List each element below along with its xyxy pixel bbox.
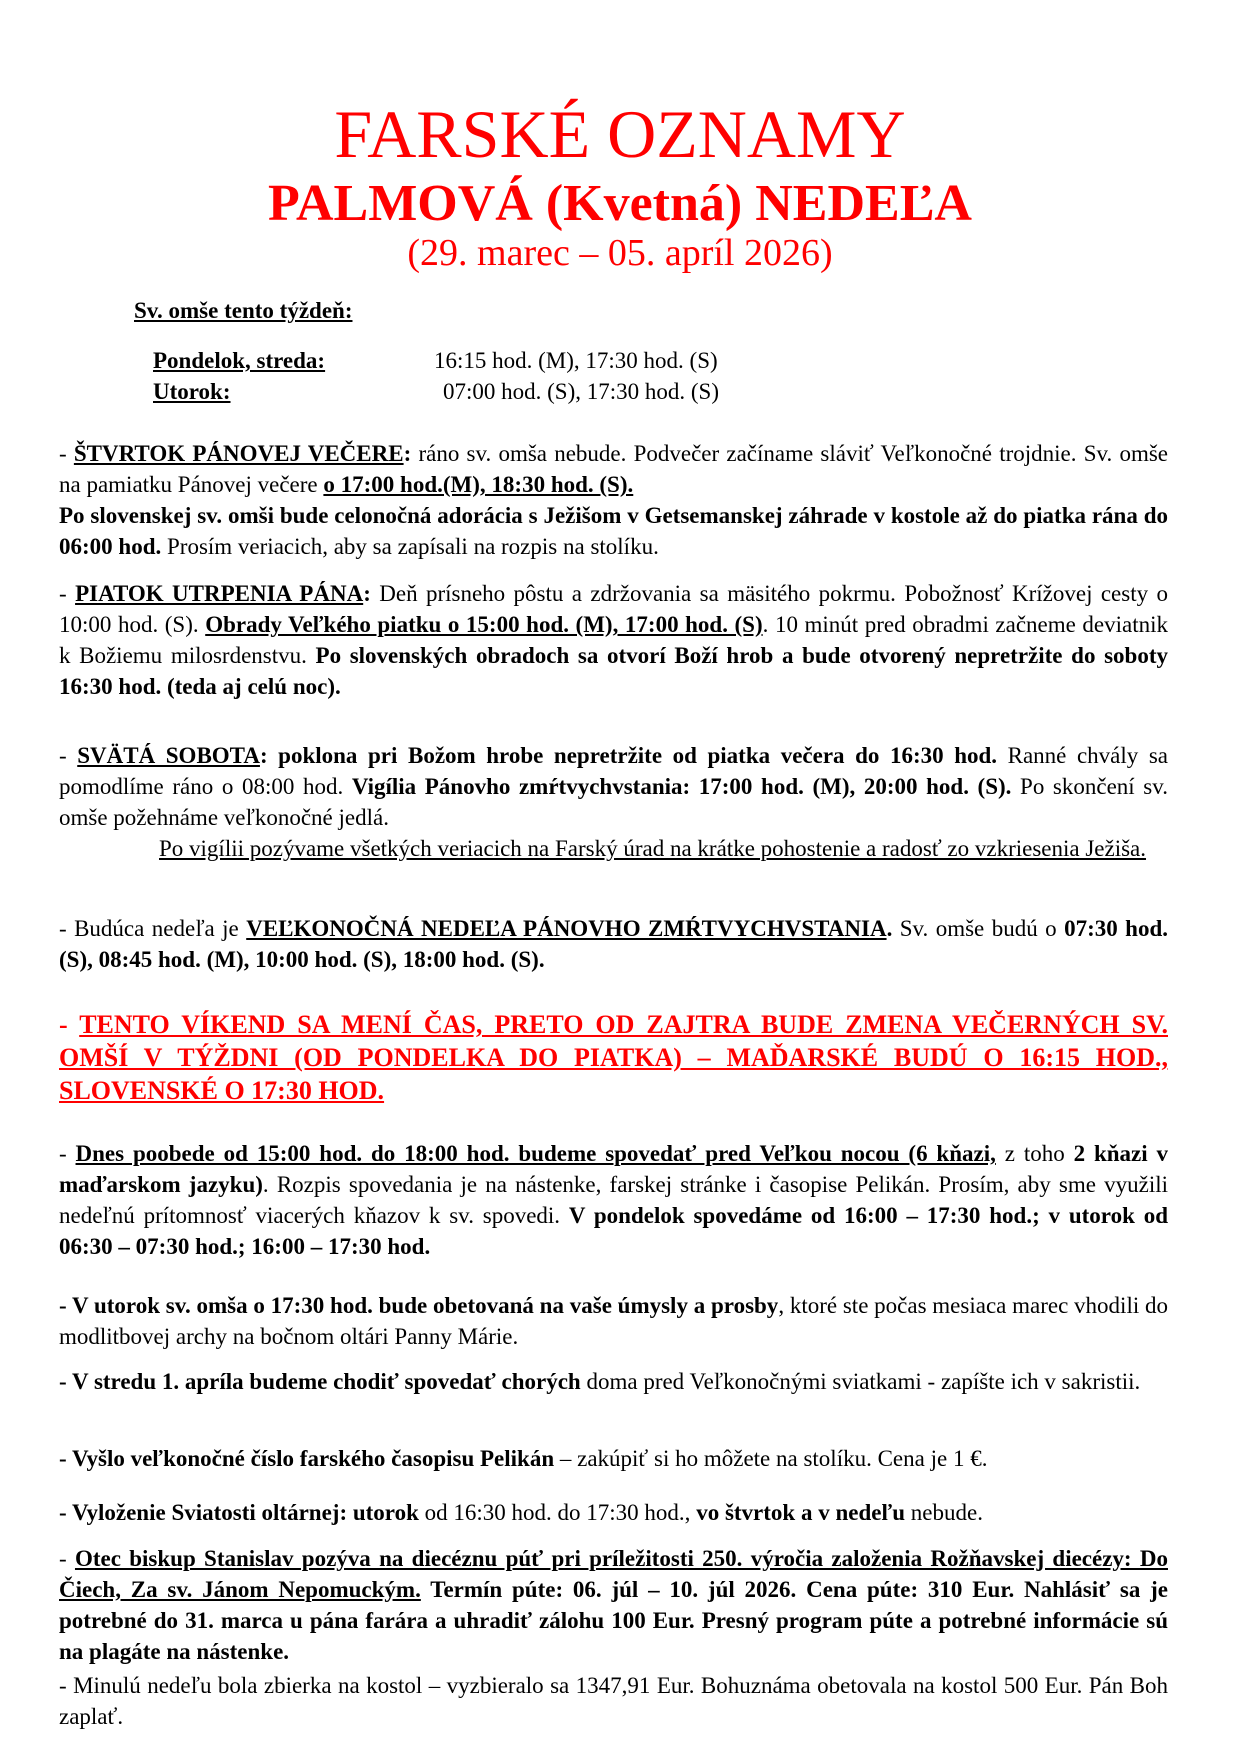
schedule-times-tuesday: 07:00 hod. (S), 17:30 hod. (S) bbox=[443, 379, 719, 404]
saturday-label: SVÄTÁ SOBOTA bbox=[77, 743, 260, 768]
announcement-pilgrimage bbox=[59, 1543, 1168, 1667]
thursday-adoration: Po slovenskej sv. omši bude celonočná adorácia s Ježišom v Getsemanskej záhrade v kostole až do piatka rána do 06:00 hod. bbox=[59, 503, 1168, 559]
saturday-invitation: Po vigílii pozývame všetkých veriacich na Farský úrad na krátke pohostenie a radosť zo vzkriesenia Ježiša. bbox=[159, 836, 1147, 861]
tuesday-mass-text: , ktoré ste počas mesiaca marec vhodili do modlitbovej archy na bočnom oltári Panny Márie. bbox=[59, 1293, 1168, 1349]
adoration-times: od 16:30 hod. do 17:30 hod., bbox=[418, 1500, 697, 1525]
announcement-time-change bbox=[59, 1008, 1168, 1107]
friday-label: PIATOK UTRPENIA PÁNA bbox=[75, 581, 364, 606]
colon: : bbox=[363, 581, 371, 606]
schedule-day-tuesday: Utorok: bbox=[153, 379, 231, 404]
friday-tomb: Po slovenských obradoch sa otvorí Boží hrob a bude otvorený nepretržite do soboty 16:30 hod. (teda aj celú noc). bbox=[59, 643, 1168, 699]
confession-times: Dnes poobede od 15:00 hod. do 18:00 hod. budeme spovedať pred Veľkou nocou (6 kňazi, bbox=[75, 1141, 996, 1166]
dash: - bbox=[59, 1546, 75, 1571]
dash: - bbox=[59, 1010, 80, 1039]
period: . bbox=[886, 916, 893, 941]
announcement-thursday bbox=[59, 438, 1168, 562]
dash: - bbox=[59, 581, 76, 606]
adoration-tuesday: - Vyloženie Sviatosti oltárnej: utorok bbox=[59, 1500, 419, 1525]
announcement-collection bbox=[59, 1670, 1168, 1732]
schedule-day-monday-wednesday: Pondelok, streda: bbox=[153, 348, 326, 373]
easter-intro: - Budúca nedeľa je bbox=[59, 916, 247, 941]
thursday-signup: Prosím veriacich, aby sa zapísali na rozpis na stolíku. bbox=[161, 534, 659, 559]
page-title: FARSKÉ OZNAMY bbox=[334, 96, 906, 172]
saturday-blessing: Po skončení sv. omše požehnáme veľkonočné jedlá. bbox=[59, 774, 1168, 830]
pilgrimage-title: Otec biskup Stanislav pozýva na diecéznu púť pri príležitosti 250. výročia založenia Rožňavskej diecézy: Do Čiech, Za sv. Jánom Nepomuckým. bbox=[59, 1546, 1168, 1602]
easter-label: VEĽKONOČNÁ NEDEĽA PÁNOVHO ZMŔTVYCHVSTANIA bbox=[246, 916, 887, 941]
confession-weekday-times: V pondelok spovedáme od 16:00 – 17:30 hod.; v utorok od 06:30 – 07:30 hod.; 16:00 – 17:30 hod. bbox=[59, 1203, 1168, 1259]
saturday-lauds: Ranné chvály sa pomodlíme ráno o 08:00 hod. bbox=[59, 743, 1168, 799]
thursday-text: ráno sv. omša nebude. Podvečer začíname sláviť Veľkonočné trojdnie. Sv. omše na pamiatku Pánovej večere bbox=[59, 441, 1168, 497]
saturday-vigil: Vigília Pánovho zmŕtvychvstania: 17:00 hod. (M), 20:00 hod. (S). bbox=[351, 774, 1012, 799]
announcement-adoration bbox=[59, 1497, 1168, 1528]
friday-text: Deň prísneho pôstu a zdržovania sa mäsitého pokrmu. Pobožnosť Krížovej cesty o 10:00 hod. (S). bbox=[59, 581, 1168, 637]
easter-mass-times: 07:30 hod. (S), 08:45 hod. (M), 10:00 hod. (S), 18:00 hod. (S). bbox=[59, 916, 1168, 972]
friday-novena: . 10 minút pred obradmi začneme deviatnik k Božiemu milosrdenstvu. bbox=[59, 612, 1168, 668]
tuesday-mass-intention: - V utorok sv. omša o 17:30 hod. bude obetovaná na vaše úmysly a prosby bbox=[59, 1293, 779, 1318]
time-change-text: TENTO VÍKEND SA MENÍ ČAS, PRETO OD ZAJTRA BUDE ZMENA VEČERNÝCH SV. OMŠÍ V TÝŽDNI (OD PONDELKA DO PIATKA) – MAĎARSKÉ BUDÚ O 16:15 HOD., SLOVENSKÉ O 17:30 HOD. bbox=[59, 1010, 1168, 1105]
dash: - bbox=[59, 743, 78, 768]
sick-text: doma pred Veľkonočnými sviatkami - zapíšte ich v sakristii. bbox=[580, 1369, 1141, 1394]
sick-visit: - V stredu 1. apríla budeme chodiť spovedať chorých bbox=[59, 1369, 581, 1394]
schedule-times-monday-wednesday: 16:15 hod. (M), 17:30 hod. (S) bbox=[434, 348, 718, 373]
announcement-easter bbox=[59, 913, 1168, 975]
dash: - bbox=[59, 1141, 76, 1166]
announcement-saturday bbox=[59, 740, 1168, 864]
thursday-mass-times: o 17:00 hod.(M), 18:30 hod. (S). bbox=[323, 472, 634, 497]
date-range: (29. marec – 05. apríl 2026) bbox=[407, 232, 833, 274]
announcement-confession bbox=[59, 1138, 1168, 1262]
dash: - bbox=[59, 441, 74, 466]
pilgrimage-details: Termín púte: 06. júl – 10. júl 2026. Cena púte: 310 Eur. Nahlásiť sa je potrebné do 31. marca u pána farára a uhradiť zálohu 100 Eur. Presný program púte a potrebné informácie sú na plagáte na nástenke. bbox=[59, 1577, 1169, 1664]
colon: : bbox=[403, 441, 412, 466]
confession-schedule: . Rozpis spovedania je na nástenke, farskej stránke i časopise Pelikán. Prosím, aby sme využili nedeľnú prítomnosť viacerých kňazov k sv. spovedi. bbox=[59, 1172, 1168, 1228]
adoration-thursday-sunday: vo štvrtok a v nedeľu bbox=[696, 1500, 906, 1525]
thursday-label: ŠTVRTOK PÁNOVEJ VEČERE bbox=[73, 441, 404, 466]
pelikan-issue: - Vyšlo veľkonočné číslo farského časopisu Pelikán bbox=[59, 1446, 555, 1471]
pelikan-price: – zakúpiť si ho môžete na stolíku. Cena je 1 €. bbox=[554, 1446, 988, 1471]
adoration-none: nebude. bbox=[905, 1500, 983, 1525]
announcement-tuesday-mass bbox=[59, 1290, 1168, 1352]
collection-text: - Minulú nedeľu bola zbierka na kostol – vyzbieralo sa 1347,91 Eur. Bohuznáma obetovala na kostol 500 Eur. Pán Boh zaplať. bbox=[59, 1673, 1168, 1729]
masses-heading: Sv. omše tento týždeň: bbox=[134, 298, 353, 323]
confession-hungarian: 2 kňazi v maďarskom jazyku) bbox=[59, 1141, 1168, 1197]
announcement-friday bbox=[59, 578, 1168, 702]
announcement-pelikan bbox=[59, 1443, 1168, 1474]
page-subtitle: PALMOVÁ (Kvetná) NEDEĽA bbox=[268, 175, 972, 232]
friday-rite-times: Obrady Veľkého piatku o 15:00 hod. (M), 17:00 hod. (S) bbox=[205, 612, 763, 637]
confession-of-which: z toho bbox=[995, 1141, 1074, 1166]
easter-masses-intro: Sv. omše budú o bbox=[892, 916, 1065, 941]
announcement-sick bbox=[59, 1366, 1168, 1397]
saturday-adoration: : poklona pri Božom hrobe nepretržite od piatka večera do 16:30 hod. bbox=[259, 743, 998, 768]
